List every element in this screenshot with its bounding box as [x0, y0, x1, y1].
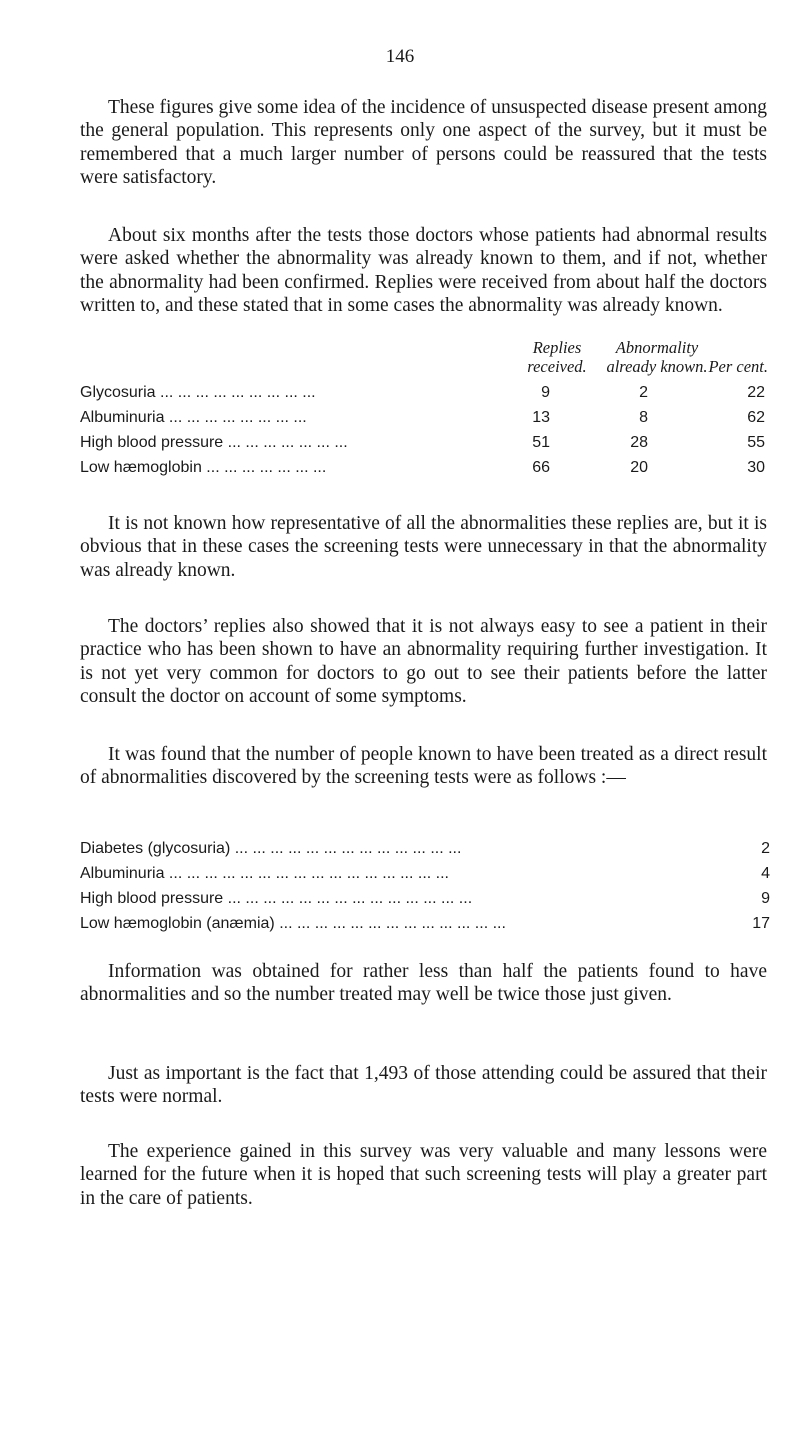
percent-value: 22 — [747, 384, 765, 401]
replies-value: 51 — [532, 434, 550, 451]
page-number: 146 — [385, 46, 415, 67]
paragraph-8: The experience gained in this survey was very valuable and many lessons were learned for the future when it is hoped that such screening tests will play a greater part in the care of patients. — [80, 1141, 767, 1209]
percent-value: 30 — [747, 459, 765, 476]
paragraph-4: The doctors’ replies also showed that it is not always easy to see a patient in their practice who has been shown to have an abnormality requiring further investigation. It is not yet very common for doctors to go out to see their patients before the latter consult the doctor on account of some symptoms. — [80, 616, 767, 708]
header-abnormality-line-1: Abnormality — [615, 338, 699, 357]
replies-value: 13 — [532, 409, 550, 426]
header-percent-line: Per cent. — [708, 357, 768, 376]
known-value: 28 — [630, 434, 648, 451]
percent-value: 55 — [747, 434, 765, 451]
item-label: Albuminuria ... ... ... ... ... ... ... ... ... ... ... ... ... ... ... ... — [80, 865, 449, 882]
paragraph-3: It is not known how representative of all the abnormalities these replies are, but it is obvious that in these cases the screening tests were unnecessary in that the abnormality was already known. — [80, 513, 767, 581]
list-item — [80, 890, 770, 912]
paragraph-1: These figures give some idea of the incidence of unsuspected disease present among the general population. This represents only one aspect of the survey, but it must be remembered that a much larger number of persons could be reassured that the tests were satisfactory. — [80, 97, 767, 189]
header-abnormality-line-2: already known. — [606, 357, 708, 376]
paragraph-5: It was found that the number of people known to have been treated as a direct result of abnormalities discovered by the screening tests were as follows :— — [80, 744, 767, 789]
table-row — [80, 459, 770, 481]
table-row — [80, 409, 770, 431]
row-label: Low hæmoglobin ... ... ... ... ... ... ... — [80, 459, 327, 476]
item-value: 2 — [761, 840, 770, 857]
row-label: Albuminuria ... ... ... ... ... ... ... ... — [80, 409, 307, 426]
paragraph-7: Just as important is the fact that 1,493 of those attending could be assured that their tests were normal. — [80, 1063, 767, 1108]
row-label: High blood pressure ... ... ... ... ... ... ... — [80, 434, 348, 451]
paragraph-2: About six months after the tests those doctors whose patients had abnormal results were asked whether the abnormality was already known to them, and if not, whether the abnormality had been confirmed. Replies were received from about half the doctors written to, and these stated that in some cases the abnormality was already known. — [80, 225, 767, 317]
item-label: High blood pressure ... ... ... ... ... ... ... ... ... ... ... ... ... ... — [80, 890, 473, 907]
header-per-cent — [700, 357, 768, 376]
list-item — [80, 840, 770, 862]
list-item — [80, 915, 770, 937]
header-abnormality-known — [598, 338, 716, 376]
header-replies-received — [512, 338, 602, 376]
item-value: 17 — [752, 915, 770, 932]
item-value: 4 — [761, 865, 770, 882]
list-item — [80, 865, 770, 887]
item-label: Diabetes (glycosuria) ... ... ... ... ... ... ... ... ... ... ... ... ... — [80, 840, 462, 857]
table-row — [80, 434, 770, 456]
table-row — [80, 384, 770, 406]
item-label: Low hæmoglobin (anæmia) ... ... ... ... ... ... ... ... ... ... ... ... ... — [80, 915, 506, 932]
item-value: 9 — [761, 890, 770, 907]
header-replies-line-1: Replies — [532, 338, 582, 357]
header-replies-line-2: received. — [527, 357, 587, 376]
row-label: Glycosuria ... ... ... ... ... ... ... ... ... — [80, 384, 316, 401]
percent-value: 62 — [747, 409, 765, 426]
known-value: 20 — [630, 459, 648, 476]
replies-value: 66 — [532, 459, 550, 476]
paragraph-6: Information was obtained for rather less than half the patients found to have abnormalities and so the number treated may well be twice those just given. — [80, 961, 767, 1006]
known-value: 8 — [639, 409, 648, 426]
replies-value: 9 — [541, 384, 550, 401]
known-value: 2 — [639, 384, 648, 401]
